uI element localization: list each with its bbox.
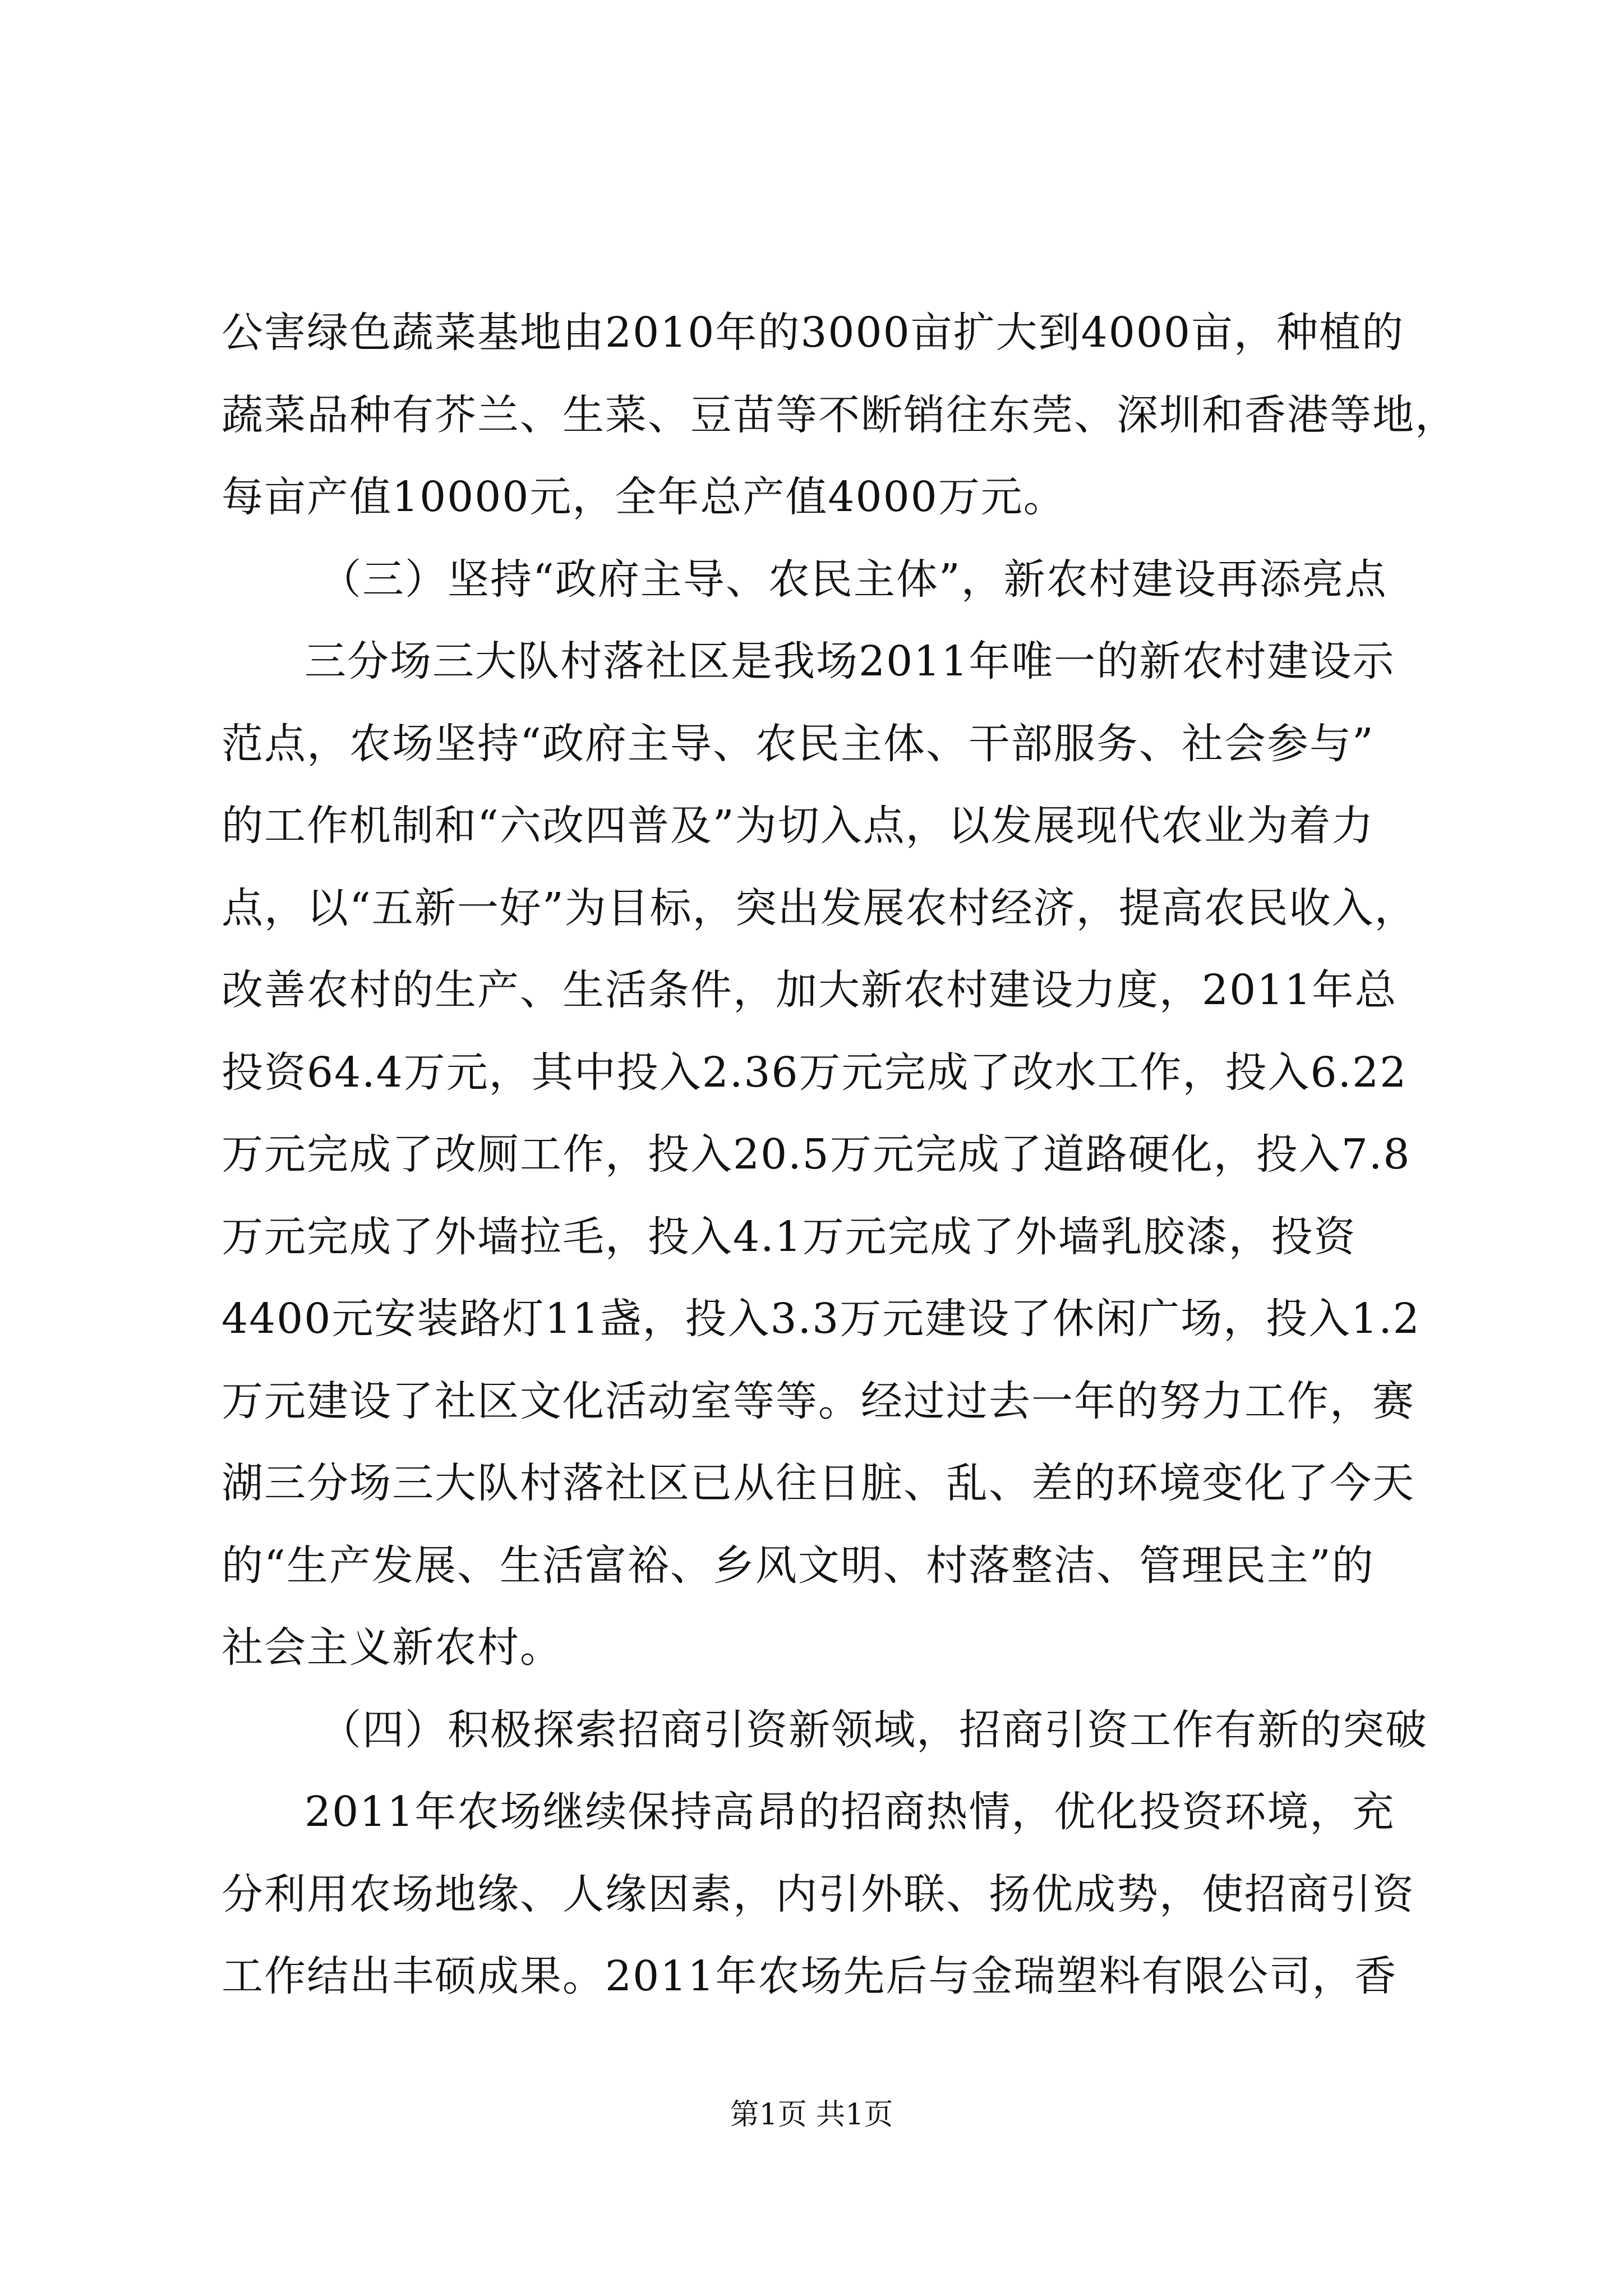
paragraph-line: 工作结出丰硕成果。2011年农场先后与金瑞塑料有限公司，香 [222, 1952, 1398, 2000]
paragraph-line: 万元建设了社区文化活动室等等。经过过去一年的努力工作，赛 [222, 1377, 1415, 1425]
page-footer: 第1页 共1页 [730, 2098, 893, 2132]
paragraph-line: 万元完成了改厕工作，投入20.5万元完成了道路硬化，投入7.8 [222, 1130, 1411, 1179]
paragraph-line: 点，以“五新一好”为目标，突出发展农村经济，提高农民收入， [222, 884, 1417, 932]
paragraph-line: 的工作机制和“六改四普及”为切入点，以发展现代农业为着力 [222, 802, 1375, 850]
paragraph-line: 万元完成了外墙拉毛，投入4.1万元完成了外墙乳胶漆，投资 [222, 1212, 1357, 1261]
paragraph-line: 2011年农场继续保持高昂的招商热情，优化投资环境，充 [305, 1788, 1395, 1836]
paragraph-line: 蔬菜品种有芥兰、生菜、豆苗等不断销往东莞、深圳和香港等地， [222, 390, 1458, 439]
section-heading-4: （四）积极探索招商引资新领域，招商引资工作有新的突破 [320, 1705, 1428, 1754]
section-heading-3: （三）坚持“政府主导、农民主体”，新农村建设再添亮点 [320, 555, 1387, 604]
paragraph-line: 范点，农场坚持“政府主导、农民主体、干部服务、社会参与” [222, 719, 1375, 768]
paragraph-line: 湖三分场三大队村落社区已从往日脏、乱、差的环境变化了今天 [222, 1459, 1415, 1507]
paragraph-line: 的“生产发展、生活富裕、乡风文明、村落整洁、管理民主”的 [222, 1541, 1375, 1590]
paragraph-line: 分利用农场地缘、人缘因素，内引外联、扬优成势，使招商引资 [222, 1870, 1415, 1918]
paragraph-line: 投资64.4万元，其中投入2.36万元完成了改水工作，投入6.22 [222, 1048, 1408, 1097]
paragraph-line: 社会主义新农村。 [222, 1623, 562, 1672]
paragraph-line: 每亩产值10000元，全年总产值4000万元。 [222, 473, 1066, 521]
paragraph-line: 4400元安装路灯11盏，投入3.3万元建设了休闲广场，投入1.2 [222, 1295, 1421, 1343]
paragraph-line: 公害绿色蔬菜基地由2010年的3000亩扩大到4000亩，种植的 [222, 309, 1404, 357]
document-body [222, 292, 1467, 2018]
paragraph-line: 三分场三大队村落社区是我场2011年唯一的新农村建设示 [305, 637, 1395, 685]
paragraph-line: 改善农村的生产、生活条件，加大新农村建设力度，2011年总 [222, 966, 1398, 1014]
